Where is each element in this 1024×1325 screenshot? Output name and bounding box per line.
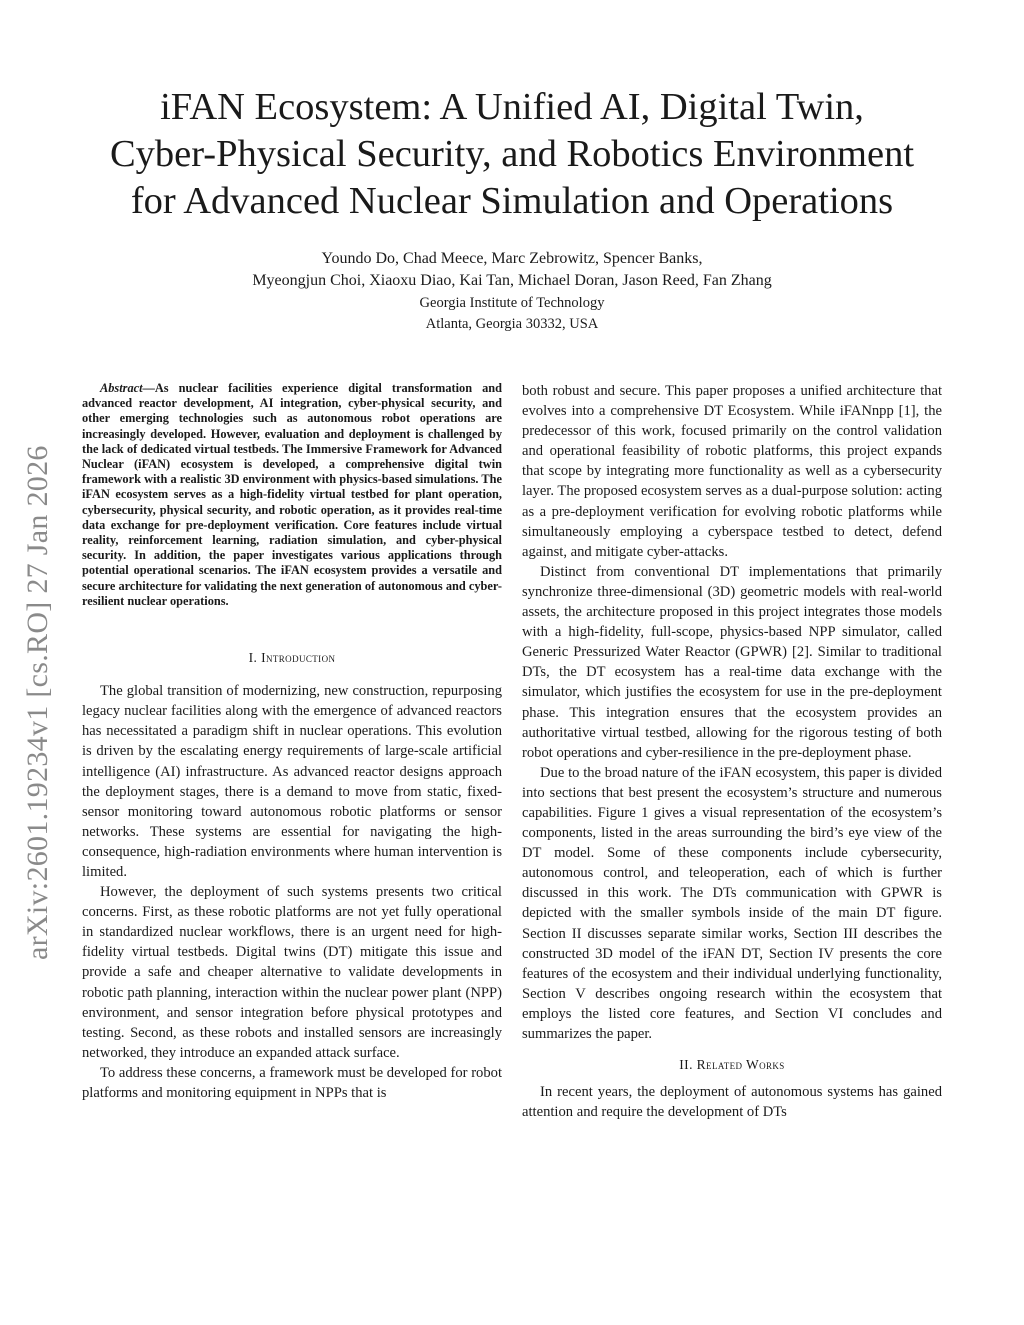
right-column	[522, 381, 942, 1122]
title-line-2: Cyber-Physical Security, and Robotics Environment	[109, 133, 915, 175]
authors-line-1: Youndo Do, Chad Meece, Marc Zebrowitz, Spencer Banks,	[321, 250, 703, 267]
author-list	[60, 248, 964, 292]
left-column	[82, 381, 502, 1103]
section-heading-related-works	[522, 1055, 942, 1075]
section-title: Introduction	[261, 650, 336, 666]
section-number: I.	[248, 650, 258, 666]
abstract-label: Abstract	[100, 381, 143, 395]
intro-paragraph-3: To address these concerns, a framework must be developed for robot platforms and monitoring equipment in NPPs that is	[82, 1064, 502, 1102]
paper-title	[60, 84, 964, 225]
affiliation: Georgia Institute of Technology	[419, 295, 605, 311]
title-line-3: for Advanced Nuclear Simulation and Operations	[130, 180, 894, 222]
body-paragraph-2: Distinct from conventional DT implementations that primarily synchronize three-dimensional (3D) geometric models with real-world assets, the architecture proposed in this project integrates those models with a high-fidelity, full-scope, physics-based NPP simulator, called Generic Pressurized Water Reactor (GPWR) [2]. Similar to traditional DTs, the DT ecosystem has a real-time data exchange with the simulator, which justifies the ecosystem for use in the pre-deployment phase. This integration ensures that the ecosystem provides an authoritative virtual testbed, allowing for the rigorous testing of both robot operations and cyber-resilience in the pre-deployment phase.	[522, 563, 942, 761]
section-number: II.	[679, 1057, 693, 1073]
abstract	[82, 381, 502, 609]
address: Atlanta, Georgia 30332, USA	[425, 316, 599, 332]
abstract-text: —As nuclear facilities experience digital transformation and advanced reactor development, AI integration, cyber-physical security, and other emerging technologies such as autonomous robot operations are increasingly developed. However, evaluation and deployment is challenged by the lack of dedicated virtual testbeds. The Immersive Framework for Advanced Nuclear (iFAN) ecosystem is developed, a comprehensive digital twin framework with a realistic 3D environment with physics-based simulations. The iFAN ecosystem serves as a high-fidelity virtual testbed for plant operation, cybersecurity, physical security, and robotic operation, as it provides real-time data exchange for pre-deployment verification. Core features include virtual reality, reinforcement learning, radiation simulation, and cyber-physical security. In addition, the paper investigates various applications through potential operational scenarios. The iFAN ecosystem provides a versatile and secure architecture for validating the next generation of autonomous and cyber-resilient nuclear operations.	[82, 381, 502, 608]
intro-paragraph-1: The global transition of modernizing, new construction, repurposing legacy nuclear facilities along with the emergence of advanced reactors has necessitated a paradigm shift in nuclear operations. This evolution is driven by the escalating energy requirements of large-scale artificial intelligence (AI) infrastructure. As advanced reactor designs approach the deployment stages, there is a demand to move from static, fixed-sensor monitoring toward autonomous robotic platforms or sensor networks. These systems are essential for navigating the high-consequence, high-radiation environments where human intervention is limited.	[82, 683, 502, 880]
affiliation-block	[60, 293, 964, 335]
section-title: Related Works	[696, 1057, 785, 1073]
body-paragraph-1: both robust and secure. This paper proposes a unified architecture that evolves into a comprehensive DT Ecosystem. While iFANnpp [1], the predecessor of this work, focused primarily on the control validation and operational feasibility of robotic platforms, this project expands that scope by integrating more functionality as well as a cybersecurity layer. The proposed ecosystem serves as a dual-purpose solution: acting as a pre-deployment verification for evolving robotic platforms while simultaneously employing a cyberspace testbed to detect, defend against, and mitigate cyber-attacks.	[522, 383, 942, 560]
title-line-1: iFAN Ecosystem: A Unified AI, Digital Twin,	[160, 86, 864, 128]
intro-paragraph-2: However, the deployment of such systems presents two critical concerns. First, as these robotic platforms are not yet fully operational in standardized nuclear workflows, there is an urgent need for high-fidelity virtual testbeds. Digital twins (DT) mitigate this issue and provide a safe and cheaper alternative to validate developments in robotic path planning, interaction within the nuclear power plant (NPP) environment, and sensor integration before physical prototypes and testing. Second, as these robots and installed sensors are increasingly networked, they introduce an expanded attack surface.	[82, 884, 502, 1061]
related-paragraph-1: In recent years, the deployment of autonomous systems has gained attention and require the development of DTs	[522, 1084, 942, 1121]
arxiv-stamp: arXiv:2601.19234v1 [cs.RO] 27 Jan 2026	[21, 445, 54, 960]
authors-line-2: Myeongjun Choi, Xiaoxu Diao, Kai Tan, Michael Doran, Jason Reed, Fan Zhang	[252, 272, 772, 289]
body-paragraph-3: Due to the broad nature of the iFAN ecosystem, this paper is divided into sections that best present the ecosystem’s structure and numerous capabilities. Figure 1 gives a visual representation of the ecosystem’s components, listed in the areas surrounding the bird’s eye view of the DT model. Some of these components include cybersecurity, autonomous control, and teleoperation, each of which is further discussed in this work. The DTs communication with GPWR is depicted with the smaller symbols inside of the main DT figure. Section II discusses separate similar works, Section III describes the constructed 3D model of the iFAN DT, Section IV presents the core features of the ecosystem and their individual underlying functionality, Section V describes ongoing research within the ecosystem that employs the listed core features, and Section VI concludes and summarizes the paper.	[522, 764, 942, 1042]
section-heading-introduction	[82, 648, 502, 668]
